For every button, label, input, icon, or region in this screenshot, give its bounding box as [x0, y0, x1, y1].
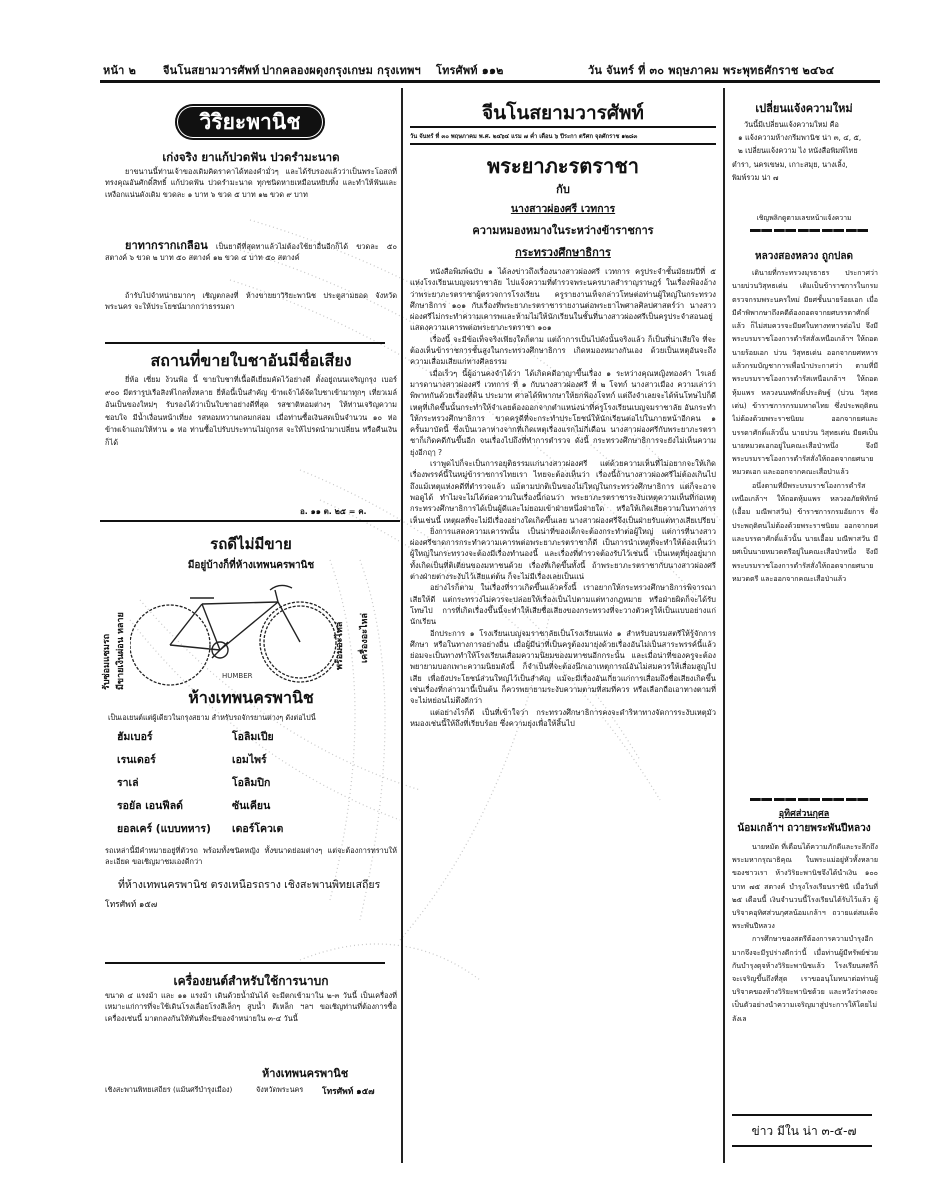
- footer-rule-top: [732, 1114, 872, 1116]
- tea-ad-reference: อ. ๑๑ ต. ๒๕ = ค.: [300, 507, 367, 516]
- ad-ringworm-body: เป็นยาดีที่สุดทาแล้วไม่ต้องใช้ยาอื่นอีกก็ได้ ขวดละ ๕๐ สตางค์ ๖ ขวด ๒ บาท ๕๐ สตางค์ ๑๒ ขวด ๔ บาท ๕๐ สตางค์: [105, 242, 397, 263]
- article-headline-name: นางสาวผ่องศรี เวทการ: [510, 203, 616, 215]
- engine-ad-text: [105, 990, 397, 1038]
- bicycle-ad-intro: เป็นเอเยนต์แต่ผู้เดียวในกรุงสยาม สำหรับรถจักรยานต่างๆ ดังต่อไปนี้: [108, 713, 316, 722]
- article-paragraph: เรื่องนี้ จะมีข้อเท็จจริงเพียงใดก็ตาม แต่ถ้าการเป็นไปดังนั้นจริงแล้ว ก็เป็นที่น่าเสียใจ ที่จะต้องเห็นข้าราชการชั้นสูงในกระทรวงศึกษาธิการ เกิดหมองหมางกันเอง ด้วยเป็นเหตุอันจะถึงความเสื่อมเสียแก่ทางศีลธรรม: [410, 334, 716, 367]
- decorative-rule: [750, 798, 868, 801]
- ad-wholesale-para: ถ้ารับไปจำหน่ายมากๆ เชิญตกลงที่ ห้างขายยาวิริยะพานิช ประตูสามยอด จังหวัดพระนคร จะให้ประโยชน์มากกว่าธรรมดา: [105, 291, 397, 312]
- header-rule: [100, 80, 880, 83]
- brand-item: เดอร์โควเต: [232, 823, 284, 835]
- bicycle-side-text-right-2: เครื่องอะไหล่: [360, 613, 370, 663]
- ad-ringworm-text: [105, 240, 397, 280]
- header-date: วัน จันทร์ ที่ ๓๐ พฤษภาคม พระพุทธศักราช ๒๔๖๔: [588, 64, 835, 77]
- notice-line: พิมพ์รวม น่า ๗: [732, 172, 779, 182]
- header-paper-name: จีนโนสยามวารศัพท์: [163, 64, 260, 77]
- decorative-rule: [750, 229, 868, 232]
- section-rule: [105, 962, 385, 964]
- ad-wholesale-text: [105, 290, 397, 316]
- article-paragraph: เราพูดไปก็จะเป็นการอยุติธรรมแก่นางสาวผ่องศรี แต่ด้วยความเห็นที่ไม่อยากจะให้เกิดเรื่องพรรค์นี้ในหมู่ข้าราชการไทยเรา ไทยจะต้องเห็นว่า เรื่องนี้ถ้านางสาวผ่องศรีไม่ต้องเกินไป ถึงแม้เหตุแห่งคดีที่ตำรวจแล้ว แม้ตามปกติเป็นของไม่ใหญ่ในกระทรวงศึกษาธิการ แต่ก็จะอาจพอดูได้ ทำไมจะไม่ได้ต่อความในเรื่องนี้ก่อนว่า พระยาภะรตราชาระงับเหตุความเห็นที่ก่อเหตุ กระทรวงศึกษาธิการได้เป็นผู้ดีและไม่ยอมเข้าฝ่ายหนึ่งฝ่ายใด หรือให้เกิดเสียความในทางการ เห็นเช่นนี้ เหตุผลที่จะไม่มีเรื่องอย่างใดเกิดขึ้นเลย นางสาวผ่องศรีจึงเป็นฝ่ายรับแต่ทางเสียเปรียบ: [410, 459, 716, 525]
- bicycle-ad-location: ที่ห้างเทพนครพานิช ตรงเหนือรถราง เชิงสะพานพิทยเสถียร: [118, 879, 381, 891]
- notice-title: เปลี่ยนแจ้งความใหม่: [755, 102, 853, 115]
- column-divider-right: [723, 88, 725, 1163]
- bicycle-ad-body: [105, 845, 397, 869]
- brand-item: ยอลเคร์ (แบบทหาร): [117, 823, 211, 835]
- engine-ad-province: จังหวัดพระนคร: [256, 1085, 304, 1094]
- notice-line: ตำรา, นครเขษม, เกาะสมุย, นางเลิ้ง,: [732, 159, 848, 169]
- footer-rule-bottom: [732, 1145, 872, 1147]
- article-paragraph: ยิ่งการแสดงความเคารพนั้น เป็นน่าที่ของเด็กจะต้องกระทำต่อผู้ใหญ่ แต่การที่นางสาวผ่องศรีขาดการกระทำความเคารพต่อพระยาภะรตราชาก็ดี เป็นการนำเหตุที่จะทำให้ต้องเห็นว่าผู้ใหญ่ในกระทรวงจะต้องมีเรื่องทำนองนี้ และเรื่องที่ตำรวจต้องรับไว้เช่นนี้ เป็นเหตุที่ยุ่งอยู่มาก ทั้งเกิดเป็นที่ติเตียนของมหาชนด้วย เรื่องที่เกิดขึ้นทั้งนี้ ถ้าพระยาภะรตราชากับนางสาวผ่องศรีต่างฝ่ายต่างระงับไว้เสียแต่ต้น ก็จะไม่มีเรื่องเลยเป็นแน่: [410, 526, 716, 582]
- engine-ad-phone: โทรศัพท์ ๑๕๗: [322, 1087, 375, 1097]
- ad-toothache-text: [105, 166, 397, 236]
- brand-item: โอลิมปิก: [232, 777, 271, 789]
- article-headline: พระยาภะรตราชา: [486, 154, 640, 178]
- notice-lines: [732, 118, 878, 184]
- article-paragraph: เมื่อเร็วๆ นี้ผู้อ่านคงจำได้ว่า ได้เกิดคดีอาญาขึ้นเรื่อง ๑ ระหว่างคุณหญิงทองคำ ไรเลย์ มารดานางสาวผ่องศรี เวทการ ที่ ๑ กับนางสาวผ่องศรี ที่ ๒ โจทก์ นางสาวเมือง ความเล่าว่าพิพาทกันด้วยเรื่องที่ดิน ประมาท ศาลได้พิพากษาให้ยกฟ้องโจทก์ แต่ถึงจำเลยจะได้พ้นโทษไปก็ดี เหตุที่เกิดขึ้นนั้นกระทำให้จำเลยต้องออกจากตำแหน่งน่าที่ครูโรงเรียนเบญจมราชาลัย อันกระทำให้กระทรวงศึกษาธิการ ขาดครูดีที่จะกระทำประโยชน์ให้นักเรียนต่อไปในภายหน้าอีกคน ๑ ครั้นมาบัดนี้ ซึ่งเป็นเวลาห่างจากที่เกิดเหตุเรื่องแรกไม่กี่เดือน นางสาวผ่องศรีกับพระยาภะรตราชาก็เกิดคดีกันขึ้นอีก จนเรื่องไปถึงที่ทำการตำรวจ ดังนี้ กระทรวงศึกษาธิการจะยังไม่เห็นความยุ่งอีกฤๅ ?: [410, 368, 716, 457]
- dateline: วัน จันทร์ ที่ ๓๐ พฤษภาคม พ.ศ. ๒๔๖๔ แรม ๗ ค่ำ เดือน ๖ ปีระกา ตรีศก จุลศักราช ๑๒๘๓: [410, 134, 638, 140]
- header-address: ปากคลองผดุงกรุงเกษม กรุงเทพฯ: [262, 64, 421, 77]
- engine-ad-shop: ห้างเทพนครพานิช: [262, 1067, 349, 1080]
- article-headline-with: กับ: [556, 183, 570, 196]
- notice-line: ๒ เปลี่ยนแจ้งความ ไง หนังสือพิมพ์ไทย: [738, 146, 858, 156]
- viriya-panich-logo: วิริยะพานิช: [175, 104, 325, 140]
- brand-item: ซันเคียน: [232, 800, 271, 812]
- dedication-subtitle: น้อมเกล้าฯ ถวายพระพันปีหลวง: [737, 823, 871, 834]
- brand-item: เรนเดอร์: [117, 754, 156, 766]
- ad-toothache-para: ยาขนานนี้ท่านเจ้าของเดิมคิดราคาได้ทองคำมั่วๆ และได้รับรองแล้วว่าเป็นพระโอสถที่ทรงคุณอันศักดิ์สิทธิ์ แก้ปวดฟัน ปวดรำมะนาด ทุกชนิดหายเหมือนหยิบทิ้ง และทำให้ฟันและเหงือกแน่นดังเดิม ขวดละ ๑ บาท ๖ ขวด ๕ บาท ๑๒ ขวด ๙ บาท: [105, 167, 397, 199]
- brand-item: รอยัล เอนฟีลด์: [117, 800, 183, 812]
- notice-line: ๑ แจ้งความห้างกรีมพานิช น่า ๓, ๔, ๕,: [738, 133, 862, 143]
- engine-ad-para: ขนาด ๔ แรงม้า และ ๑๑ แรงม้า เดินด้วยน้ำมันได้ จะมีตกเข้ามาใน ๒-๓ วันนี้ เป็นเครื่องที่เหมาะแก่การที่จะใช้เดินโรงเลื่อยโรงสีเล็กๆ สูบน้ำ ตีเหล็ก ฯลฯ ขอเชิญท่านที่ต้องการซื้อเครื่องเช่นนี้ มาตกลงกันให้ทันที่จะมีของจำหน่ายใน ๓-๔ วันนี้: [105, 991, 397, 1023]
- bicycle-side-text-right-1: พร้อมอะไหล่: [335, 621, 345, 670]
- story-paragraph: เดินายที่กระทรวงมุรธาธร ประกาศว่า นายบ่วนวิสุทธเด่น เดิมเป็นข้าราชการในกรมตรวจกรมพระนครใหม่ มียศชั้นนายร้อยเอก เมื่อมีคำพิพากษาถึงคดีต้องถอดจากยศบรรดาศักดิ์แล้ว ก็ไม่สมควรจะมียศในทางทหารต่อไป จึงมีพระบรมราชโองการดำรัสสั่งเหนือเกล้าฯ ให้ถอดนายร้อยเอก บ่วน วิสุทธเด่น ออกจากยศทหาร แล้วกรมบัญชาการเพื่อนำประกาศว่า ตามที่มีพระบรมราชโองการดำรัสเหนือเกล้าฯ ให้ถอดหุ้มแพร หลวงนนทศักดิ์ประดิษฐ์ (บ่วน วิสุทธเด่น) ข้าราชการกรมมหาดไทย ซึ่งประพฤติตนไม่ต้องด้วยพระราชนิยม ออกจากยศและบรรดาศักดิ์แล้วนั้น นายบ่วน วิสุทธเด่น มียศเป็นนายหมวดเอกอยู่ในคณะเสือป่าหนึ่ง จึงมีพระบรมราชโองการดำรัสสั่งให้ถอดจากยศนายหมวดเอก และออกจากคณะเสือป่าแล้ว: [732, 268, 878, 477]
- masthead: จีนโนสยามวารศัพท์: [482, 102, 644, 124]
- page-number: หน้า ๒: [103, 64, 137, 77]
- notice-line: วันนี้มีเปลี่ยนแจ้งความใหม่ คือ: [744, 120, 839, 129]
- ad-toothache-headline: เก่งจริง ยาแก้ปวดฟัน ปวดรำมะนาด: [162, 150, 340, 164]
- article-paragraph: แต่อย่างไรก็ดี เป็นที่เข้าใจว่า กระทรวงศึกษาธิการคงจะดำริหาทางจัดการระงับเหตุมัวหมองเช่นนี้ให้ถึงที่เรียบร้อย ซึ่งความยุ่งเพื่อให้สิ้นไป: [410, 707, 716, 728]
- masthead-rule: [410, 126, 716, 128]
- article-ministry: กระทรวงศึกษาธิการ: [515, 246, 611, 259]
- brand-item: โอลิมเปีย: [232, 731, 274, 743]
- bicycle-side-text-left-1: รับซ่อมแซมรถ: [102, 633, 112, 690]
- news-pages-footer: ข่าว มีใน น่า ๓-๕-๗: [751, 1124, 857, 1138]
- dedication-paragraph: นายหมัด ที่เดือนได้ความภักดีและระลึกถึงพระมหากรุณาธิคุณ ในพระแม่อยู่หัวทั้งหลายของชาวเรา ห้างวิริยะพานิชจึงได้นำเงิน ๑๐๐ บาท ๗๕ สตางค์ บำรุงโรงเรียนราชินี เมื่อวันที่ ๒๕ เดือนนี้ เงินจำนวนนี้โรงเรียนได้รับไว้แล้ว ผู้บริจาคอุทิศส่วนกุศลน้อมเกล้าฯ ถวายแด่สมเด็จพระพันปีหลวง: [732, 842, 878, 931]
- bicycle-side-text-left-2: มีขายเงินผ่อน หลาย: [116, 612, 126, 690]
- article-paragraph: อย่างไรก็ตาม ในเรื่องที่ราวเกิดขึ้นแล้วครั้งนี้ เราอยากให้กระทรวงศึกษาธิการพิจารณาเสียให้ดี แต่กระทรวงไม่ควรจะปล่อยให้เรื่องเป็นไปตามแต่ทางกฎหมาย หรือฝ่ายผิดก็จะได้รับโทษไป การที่เกิดเรื่องขึ้นนี้จะทำให้เสียชื่อเสียงของกระทรวงที่จะวางตัวครูให้เป็นแบบอย่างแก่นักเรียน: [410, 583, 716, 627]
- engine-ad-title: เครื่องยนต์สำหรับใช้การนาบก: [173, 974, 329, 988]
- dedication-title: อุทิศส่วนกุศล: [778, 809, 830, 819]
- story-paragraph: อนึ่งตามที่มีพระบรมราชโองการดำรัสเหนือเกล้าฯ ให้ถอดหุ้มแพร หลวงอภัยพิทักษ์ (เอื้อม มณีพาสวัน) ข้าราชการกรมอัยการ ซึ่งประพฤติตนไม่ต้องด้วยพระราชนิยม ออกจากยศและบรรดาศักดิ์แล้วนั้น นายเอื้อม มณีพาสวัน มียศเป็นนายหมวดตรีอยู่ในคณะเสือป่าหนึ่ง จึงมีพระบรมราชโองการดำรัสสั่งให้ถอดจากยศนายหมวดตรี และออกจากคณะเสือป่าแล้ว: [732, 480, 878, 583]
- brand-item: ฮัมเบอร์: [117, 731, 153, 743]
- engine-ad-address: เชิงสะพานพิทยเสถียร (แม้นศรีบำรุงเมือง): [105, 1085, 233, 1094]
- article-paragraph: อีกประการ ๑ โรงเรียนเบญจมราชาลัยเป็นโรงเรียนแห่ง ๑ สำหรับอบรมสตรีให้รู้จักการศึกษา หรือในทางการอย่างอื่น เมื่อผู้มีน่าที่เป็นครูต้องมายุ่งด้วยเรื่องอันไม่เป็นสาระพรรค์นี้แล้ว ย่อมจะเป็นทางทำให้โรงเรียนเสื่อมความนิยมของมหาชนอีกกระนั้น และเมื่อน่าที่ของครูจะต้องพยายามบอกเพาะความนิยมดังนี้ ก็จำเป็นที่จะต้องนึกเอาเหตุการณ์อันไม่สมควรให้เสื่อมสูญไปเสีย เพื่อยังประโยชน์ส่วนใหญ่ไว้เป็นสำคัญ แม้จะมีเรื่องอันเกี่ยวแก่การเสื่อมถึงชื่อเสียงเกิดขึ้น เช่นเรื่องที่กล่าวมานี้เป็นต้น ก็ควรพยายามระงับความตามที่สมที่ควร หรือเลือกถือเอาทางตามที่จะไม่หย่อนไม่ตึงดีกว่า: [410, 628, 716, 706]
- dateline-rule: [410, 143, 716, 145]
- section-rule: [100, 520, 400, 522]
- article-subhead: ความหมองหมางในระหว่างข้าราชการ: [472, 224, 654, 237]
- bicycle-illustration: [130, 580, 340, 690]
- column-divider-left: [401, 88, 403, 1163]
- article-body: [410, 266, 716, 1156]
- bicycle-shop-name: ห้างเทพนครพานิช: [188, 688, 314, 707]
- tea-shop-para: ยี่ห้อ เซี่ยม ง้วนฟ้อ นี้ ขายใบชาที่เนื้อดีเยี่ยมคัดไว้อย่างดี ตั้งอยู่ถนนเจริญกรุง เบอร์ ๙๐๐ มีตรารูปเรือสิงห์ไกลทั้งหลาย ยี่ห้อนี้เป็นสำคัญ ข้าพเจ้าได้จัดใบชาเข้ามาทุกๆ เที่ยวเมล์ อันเป็นของใหม่ๆ รับรองได้ว่าเป็นใบชาอย่างดีที่สุด รสชาติหอมต่างๆ ให้ท่านเจริญความชอบใจ มีน้ำเงื่อนหน้าเที่ยง รสหอมหวานกลมกล่อม เมื่อท่านซื้อเงินสดเป็นจำนวน ๑๐ ห่อ ข้าพเจ้าแถมให้ท่าน ๑ ห่อ ท่านซื้อไปรับประทานไม่ถูกรส จะให้ไปรดนำมาเปลี่ยน หรือคืนเงินก็ได้: [105, 375, 397, 447]
- article-paragraph: หนังสือพิมพ์ฉบับ ๑ ได้ลงข่าวถึงเรื่องนางสาวผ่องศรี เวทการ ครูประจำชั้นมัธยมปีที่ ๕ แห่งโรงเรียนเบญจมราชาลัย ไปแจ้งความที่ตำรวจพระนครบาลสำราญราษฎร์ ในเรื่องฟ้องอ้างว่าพระยาภะรตราชาผู้ตรวจการโรงเรียน ครูรายงานเท็จกล่าวโทษต่อท่านผู้ใหญ่ในกระทรวงศึกษาธิการ ๑๐๑ กับเรื่องที่พระยาภะรตราชารายงานต่อพระยาไพศาลศิลปศาสตร์ว่า นางสาวผ่องศรีไม่กระทำความเคารพและห้ามไม่ให้นักเรียนในชั้นที่นางสาวผ่องศรีเป็นครูประจำสอนอยู่แสดงความเคารพต่อพระยาภะรตราชา ๑๐๑: [410, 267, 716, 333]
- bicycle-ad-phone: โทรศัพท์ ๑๕๗: [105, 900, 158, 910]
- header-phone: โทรศัพท์ ๑๑๒: [436, 64, 504, 77]
- dedication-body: [732, 840, 878, 1108]
- bicycle-ad-title: รถดีไม่มีขาย: [210, 535, 292, 553]
- bicycle-ad-body-para: รถเหล่านี้มีคำหมายอยู่ที่ตัวรถ พร้อมทั้งชนิดหญิง ทั้งขนาดย่อมต่างๆ แต่จะต้องการทราบให้ละเอียด ขอเชิญมาชมเองดีกว่า: [105, 846, 397, 867]
- brand-item: ราเล่: [117, 777, 139, 789]
- section-rule: [105, 342, 385, 344]
- ad-ringworm-lead: ยาทากรากเกลื้อน: [125, 240, 208, 252]
- bicycle-ad-subtitle: มีอยู่บ้างก็ที่ห้างเทพนครพานิช: [187, 560, 315, 571]
- tea-shop-title: สถานที่ขายใบชาอันมีชื่อเสียง: [150, 351, 352, 370]
- notice-footer: เชิญพลิกดูตามเลขหน้าแจ้งความ: [756, 214, 852, 222]
- story-title: หลวงสองหลวง ถูกปลด: [755, 251, 853, 262]
- tea-shop-text: [105, 374, 397, 500]
- brand-item: เอมไพร์: [232, 754, 267, 766]
- dedication-paragraph: การศึกษาของสตรีต้องการความบำรุงอีกมากจึงจะมีรูปร่างดีกว่านี้ เมื่อท่านผู้มีทรัพย์ช่วยกันบำรุงดุจห้างวิริยะพานิชแล้ว โรงเรียนสตรีก็จะเจริญขึ้นถึงที่สุด เราขออนุโมทนาต่อท่านผู้บริจาคของห้างวิริยะพานิชด้วย และหวังว่าคงจะเป็นตัวอย่างนำความเจริญมาสู่ประการให้โดยไม่ลังเล: [732, 934, 878, 1023]
- bicycle-brand-badge: HUMBER: [222, 672, 253, 680]
- story-body: [732, 266, 878, 791]
